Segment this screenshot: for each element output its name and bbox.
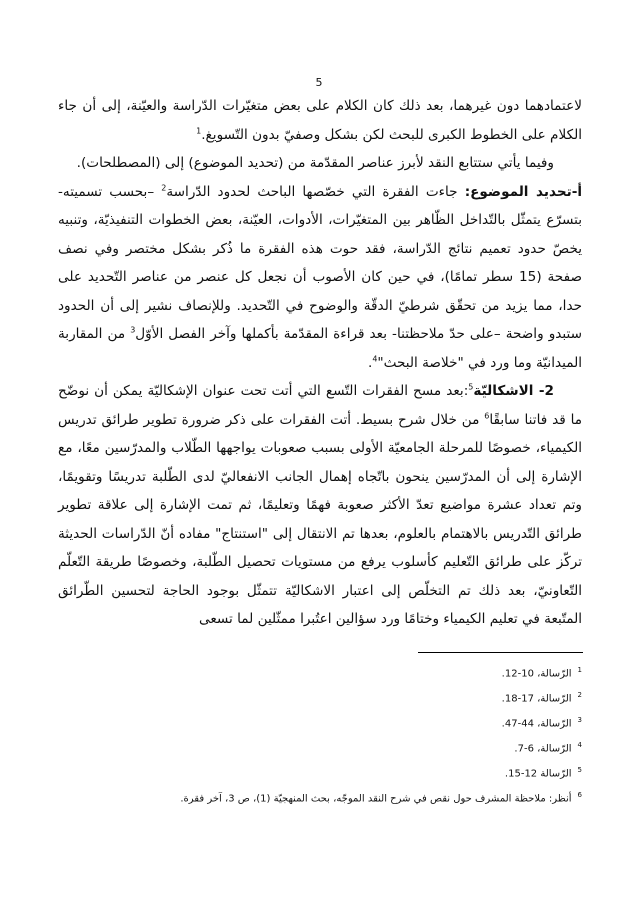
footnote-ref[interactable]: 2: [161, 182, 167, 192]
paragraph-overview: [58, 149, 582, 178]
footnote-number: 3: [577, 715, 582, 724]
footnote-ref[interactable]: 6: [484, 410, 490, 420]
footnote-item: [58, 785, 582, 810]
page-number: 5: [315, 76, 323, 89]
text-run: لاعتمادهما دون غيرهما، بعد ذلك كان الكلام على بعض متغيّرات الدّراسة والعيّنة، إلى أن جاء الكلام على الخطوط الكبرى للبحث لكن بشكل وصفيّ بدون التّسويغ.: [58, 98, 582, 143]
footnote-number: 2: [577, 690, 582, 699]
text-run: .: [368, 354, 373, 371]
footnote-ref[interactable]: 3: [130, 325, 136, 335]
footnote-item: [58, 735, 582, 760]
footnote-text: الرّسالة 12-15.: [504, 768, 572, 780]
footnote-text: الرّسالة، 44-47.: [501, 718, 572, 730]
paragraph-intro: [58, 92, 582, 149]
footnote-text: الرّسالة، 17-18.: [501, 693, 572, 705]
footnote-number: 4: [577, 740, 582, 749]
text-run: :بعد مسح الفقرات التّسع التي أتت تحت عنوان الإشكاليّة يمكن أن نوضّح ما قد فاتنا سابقًا: [58, 383, 582, 428]
section-heading-problem: 2- الاشكاليّة: [473, 383, 554, 399]
text-run: –بحسب تسميته- بتسرّع يتمثّل بالتّداخل الظّاهر بين المتغيّرات، الأدوات، العيّنة، بعض الخطوات التنفيذيّة، وتنبيه يخصّ حدود تعميم نتائج الدّراسة، فقد حوت هذه الفقرة ما ذُكر بشكل مختصر وفي نصف صفحة (15 سطر تمامًا)، في حين كان الأصوب أن نجعل كل عنصر من عناصر التّحديد على حدا، مما يزيد من تحقّق شرطيّ الدقّة والوضوح في التّحديد. وللإنصاف نشير إلى أن الحدود ستبدو واضحة –على حدّ ملاحظتنا- بعد قراءة المقدّمة بأكملها وآخر الفصل الأوّل: [58, 183, 582, 342]
footnote-text: الرّسالة، 6-7.: [514, 743, 572, 755]
footnote-ref[interactable]: 1: [196, 125, 202, 135]
footnote-item: [58, 710, 582, 735]
footnote-text: أنظر: ملاحظة المشرف حول نقص في شرح النقد الموجّه، بحث المنهجيّة (1)، ص 3، آخر فقرة.: [180, 792, 572, 804]
paragraph-problem: [58, 377, 582, 634]
paragraph-topic-definition: [58, 178, 582, 378]
footnote-item: [58, 685, 582, 710]
main-text: [58, 92, 582, 634]
footnote-number: 1: [577, 666, 582, 674]
footnote-ref[interactable]: 5: [468, 382, 474, 392]
section-heading-topic: أ-تحديد الموضوع:: [464, 183, 583, 200]
footnote-number: 5: [577, 765, 582, 774]
footnote-separator: [418, 652, 583, 653]
footnotes-list: [58, 660, 582, 810]
footnote-text: الرّسالة، 10-12.: [501, 668, 572, 680]
footnote-item: [58, 760, 582, 785]
footnote-number: 6: [577, 790, 582, 799]
text-run: من المقاربة الميدانيّة وما ورد في "خلاصة البحث": [58, 326, 582, 371]
footnote-ref[interactable]: 4: [372, 353, 378, 363]
text-run: وفيما يأتي ستتابع النقد لأبرز عناصر المقدّمة من (تحديد الموضوع) إلى (المصطلحات).: [76, 155, 554, 171]
text-run: من خلال شرح بسيط. أتت الفقرات على ذكر ضرورة تطوير طرائق تدريس الكيمياء، خصوصًا للمرحلة الجامعيّة الأولى بسبب صعوبات يواجهها الطّلاب والمدرّسين معًا، مع الإشارة إلى أن المدرّسين ينحون باتّجاه إهمال الجانب الانفعاليّ لدى الطّلبة تدريسًا وتقويمًا، وتم تعداد عشرة مواضيع تعدّ الأكثر صعوبة فهمًا وتعليمًا، ثم تمت الإشارة إلى علاقة تطوير طرائق التّدريس بالاهتمام بالعلوم، بعدها تم الانتقال إلى "استنتاج" مفاده أنّ الدّراسات الحديثة تركّز على طرائق التّعليم كأسلوب يرفع من مستويات تحصيل الطّلبة، وخصوصًا طريقة التّعلّم التّعاونيّ، بعد ذلك تم التخلّص إلى اعتبار الاشكاليّة تتمثّل بوجود الحاجة لتحسين الطّرائق المتّبعة في تعليم الكيمياء وختامًا ورد سؤالين اعتُبرا ممثّلين لما تسعى: [58, 411, 582, 627]
text-run: جاءت الفقرة التي خصّصها الباحث لحدود الدّراسة: [166, 183, 465, 200]
footnote-item: [58, 660, 582, 685]
